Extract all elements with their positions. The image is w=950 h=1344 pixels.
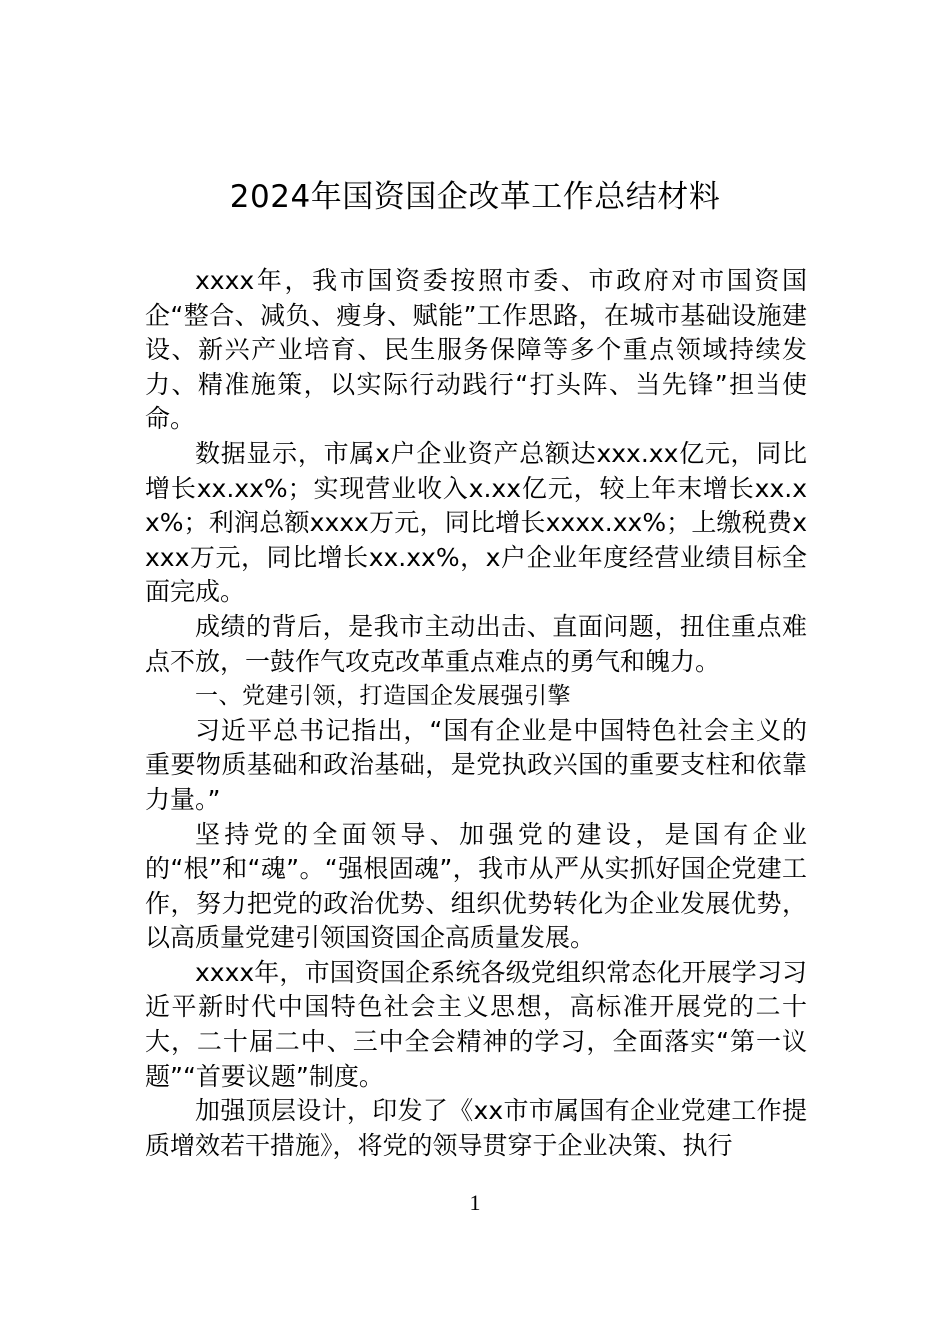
paragraph-data: 数据显示，市属x户企业资产总额达xxx.xx亿元，同比增长xx.xx%；实现营业收入x.xx亿元，较上年末增长xx.xx%；利润总额xxxx万元，同比增长xxxx.xx%；上缴税费xxxx万元，同比增长xx.xx%，x户企业年度经营业绩目标全面完成。 <box>145 438 807 607</box>
paragraph-leadership: 坚持党的全面领导、加强党的建设，是国有企业的“根”和“魂”。“强根固魂”，我市从严从实抓好国企党建工作，努力把党的政治优势、组织优势转化为企业发展优势，以高质量党建引领国资国企高质量发展。 <box>145 819 807 953</box>
paragraph-study: xxxx年，市国资国企系统各级党组织常态化开展学习习近平新时代中国特色社会主义思想，高标准开展党的二十大，二十届二中、三中全会精神的学习，全面落实“第一议题”“首要议题”制度。 <box>145 957 807 1091</box>
document-title: 2024年国资国企改革工作总结材料 <box>229 179 721 215</box>
paragraph-achievement: 成绩的背后，是我市主动出击、直面问题，扭住重点难点不放，一鼓作气攻克改革重点难点的勇气和魄力。 <box>145 611 807 676</box>
document-body <box>145 264 807 1163</box>
paragraph-design: 加强顶层设计，印发了《xx市市属国有企业党建工作提质增效若干措施》，将党的领导贯穿于企业决策、执行 <box>145 1096 807 1160</box>
page-number: 1 <box>469 1190 481 1215</box>
section-heading-party-building: 一、党建引领，打造国企发展强引擎 <box>195 683 571 710</box>
paragraph-intro: xxxx年，我市国资委按照市委、市政府对市国资国企“整合、减负、瘦身、赋能”工作思路，在城市基础设施建设、新兴产业培育、民生服务保障等多个重点领域持续发力、精准施策，以实际行动践行“打头阵、当先锋”担当使命。 <box>145 266 807 434</box>
paragraph-quote: 习近平总书记指出，“国有企业是中国特色社会主义的重要物质基础和政治基础，是党执政兴国的重要支柱和依靠力量。” <box>145 715 807 814</box>
